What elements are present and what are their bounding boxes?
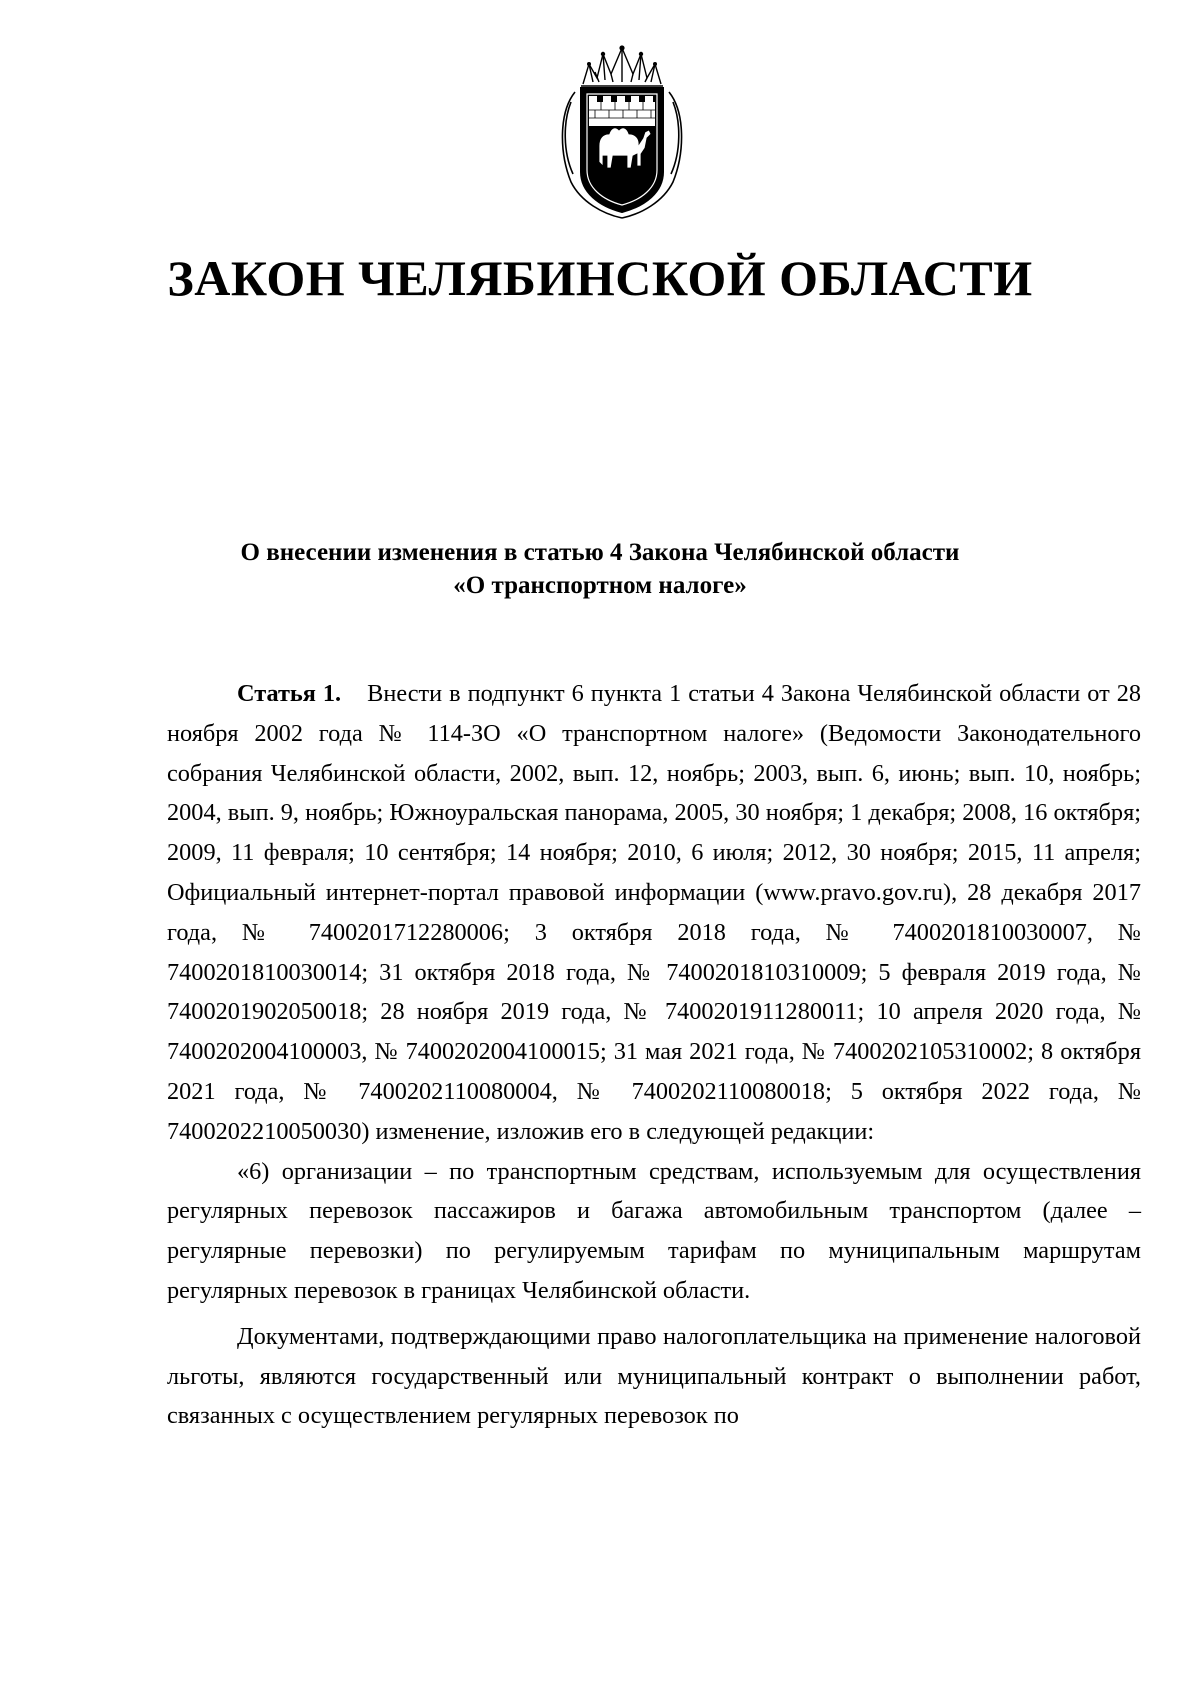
quote-paragraph: «6) организации – по транспортным средствам, используемым для осуществления регулярных перевозок пассажиров и багажа автомобильным транспортом (далее – регулярные перевозки) по регулируемым тарифам по муниципальным маршрутам регулярных перевозок в границах Челябинской области. <box>167 1157 1141 1304</box>
law-subject-line-2: «О транспортном налоге» <box>453 572 747 599</box>
document-title: ЗАКОН ЧЕЛЯБИНСКОЙ ОБЛАСТИ <box>167 250 1033 306</box>
chelyabinsk-coat-of-arms-icon <box>553 42 691 220</box>
documents-paragraph: Документами, подтверждающими право налогоплательщика на применение налоговой льготы, являются государственный или муниципальный контракт о выполнении работ, связанных с осуществлением регулярных перевозок по <box>167 1322 1141 1430</box>
law-body <box>167 674 1141 1436</box>
law-subject-line-1: О внесении изменения в статью 4 Закона Челябинской области <box>240 539 960 566</box>
article-label: Статья 1. <box>237 680 342 707</box>
law-subject <box>0 536 1200 602</box>
article-1-paragraph <box>167 674 1141 1152</box>
article-text: Внести в подпункт 6 пункта 1 статьи 4 Закона Челябинской области от 28 ноября 2002 года № 114-ЗО «О транспортном налоге» (Ведомости Законодательного собрания Челябинской области, 2002, вып. 12, ноябрь; 2003, вып. 6, июнь; вып. 10, ноябрь; 2004, вып. 9, ноябрь; Южноуральская панорама, 2005, 30 ноября; 1 декабря; 2008, 16 октября; 2009, 11 февраля; 10 сентября; 14 ноября; 2010, 6 июля; 2012, 30 ноября; 2015, 11 апреля; Официальный интернет-портал правовой информации (www.pravo.gov.ru), 28 декабря 2017 года, № 7400201712280006; 3 октября 2018 года, № 7400201810030007, № 7400201810030014; 31 октября 2018 года, № 7400201810310009; 5 февраля 2019 года, № 7400201902050018; 28 ноября 2019 года, № 7400201911280011; 10 апреля 2020 года, № 7400202004100003, № 7400202004100015; 31 мая 2021 года, № 7400202105310002; 8 октября 2021 года, № 7400202110080004, № 7400202110080018; 5 октября 2022 года, № 7400202210050030) изменение, изложив его в следующей редакции: <box>167 680 1142 1145</box>
